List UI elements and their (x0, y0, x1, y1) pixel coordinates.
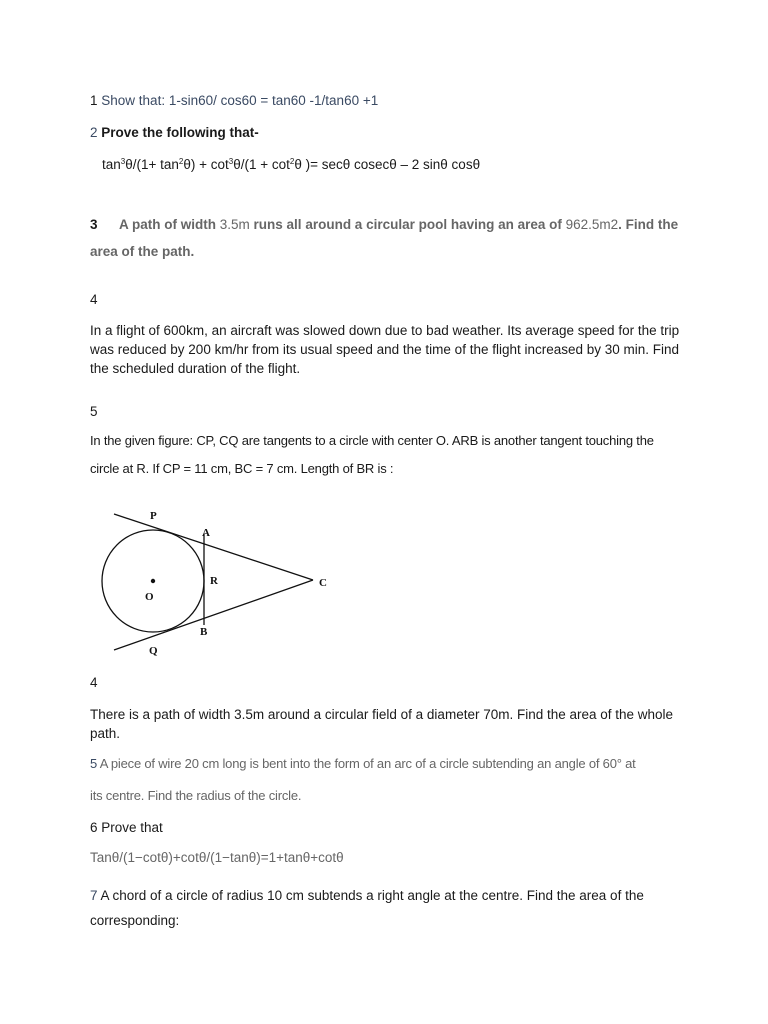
question-1 (90, 93, 378, 108)
question-3 (90, 217, 678, 232)
question-7 (90, 756, 636, 771)
question-value: 962.5m2 (565, 217, 619, 232)
tangent-line-cp (114, 514, 313, 580)
formula-part: θ) + cot (183, 157, 229, 172)
question-4-text: In a flight of 600km, an aircraft was slowed down due to bad weather. Its average speed for the trip was reduced by 200 km/hr from its usual speed and the time of the flight increased by 30 min. Find the scheduled duration of the flight. (90, 323, 680, 376)
formula-part: θ/(1+ tan (125, 157, 179, 172)
formula-superscript: 3 (120, 157, 126, 166)
question-9-line-2: corresponding: (90, 913, 180, 928)
label-c: C (319, 577, 327, 589)
question-number: 7 (90, 888, 98, 903)
question-2 (90, 125, 259, 140)
question-value: 3.5m (219, 217, 250, 232)
question-text-part: A path of width (119, 217, 220, 232)
question-heading: Prove the following that- (101, 125, 259, 140)
question-text-part: . Find the (618, 217, 679, 232)
question-3-line-2: area of the path. (90, 244, 195, 259)
formula-part: θ )= secθ cosecθ – 2 sinθ cosθ (294, 157, 481, 172)
question-2-formula (102, 157, 480, 172)
formula-superscript: 2 (178, 157, 184, 166)
question-9 (90, 888, 644, 903)
question-text: A piece of wire 20 cm long is bent into the form of an arc of a circle subtending an angle of 60° at (97, 756, 636, 771)
question-5-line-2: circle at R. If CP = 11 cm, BC = 7 cm. Length of BR is : (90, 461, 394, 476)
formula-superscript: 2 (289, 157, 295, 166)
tangent-circle-figure (100, 500, 340, 660)
question-text: A chord of a circle of radius 10 cm subtends a right angle at the centre. Find the area of the (97, 888, 644, 903)
formula-part: tan (102, 157, 121, 172)
question-text-part: runs all around a circular pool having an area of (249, 217, 566, 232)
question-number: 1 (90, 93, 98, 108)
formula-superscript: 3 (228, 157, 234, 166)
question-7-line-2: its centre. Find the radius of the circle. (90, 788, 302, 803)
tangent-line-cq (114, 580, 313, 650)
label-p: P (150, 510, 157, 522)
label-a: A (202, 527, 210, 539)
question-8-formula: Tanθ/(1−cotθ)+cotθ/(1−tanθ)=1+tanθ+cotθ (90, 850, 344, 865)
formula-part: θ/(1 + cot (233, 157, 290, 172)
question-number: 5 (90, 404, 98, 419)
question-number: 4 (90, 292, 98, 307)
label-q: Q (149, 645, 158, 657)
question-8-heading: 6 Prove that (90, 820, 163, 835)
label-b: B (200, 626, 208, 638)
center-point (151, 579, 155, 583)
label-o: O (145, 591, 154, 603)
question-5-line-1: In the given figure: CP, CQ are tangents to a circle with center O. ARB is another tangent touching the (90, 433, 654, 448)
question-number: 3 (90, 217, 98, 232)
label-r: R (210, 575, 218, 587)
question-number: 5 (90, 756, 98, 771)
question-number: 4 (90, 675, 98, 690)
question-text: Show that: 1-sin60/ cos60 = tan60 -1/tan60 +1 (101, 93, 379, 108)
question-6-text: There is a path of width 3.5m around a circular field of a diameter 70m. Find the area of the whole path. (90, 707, 674, 741)
question-number: 2 (90, 125, 98, 140)
